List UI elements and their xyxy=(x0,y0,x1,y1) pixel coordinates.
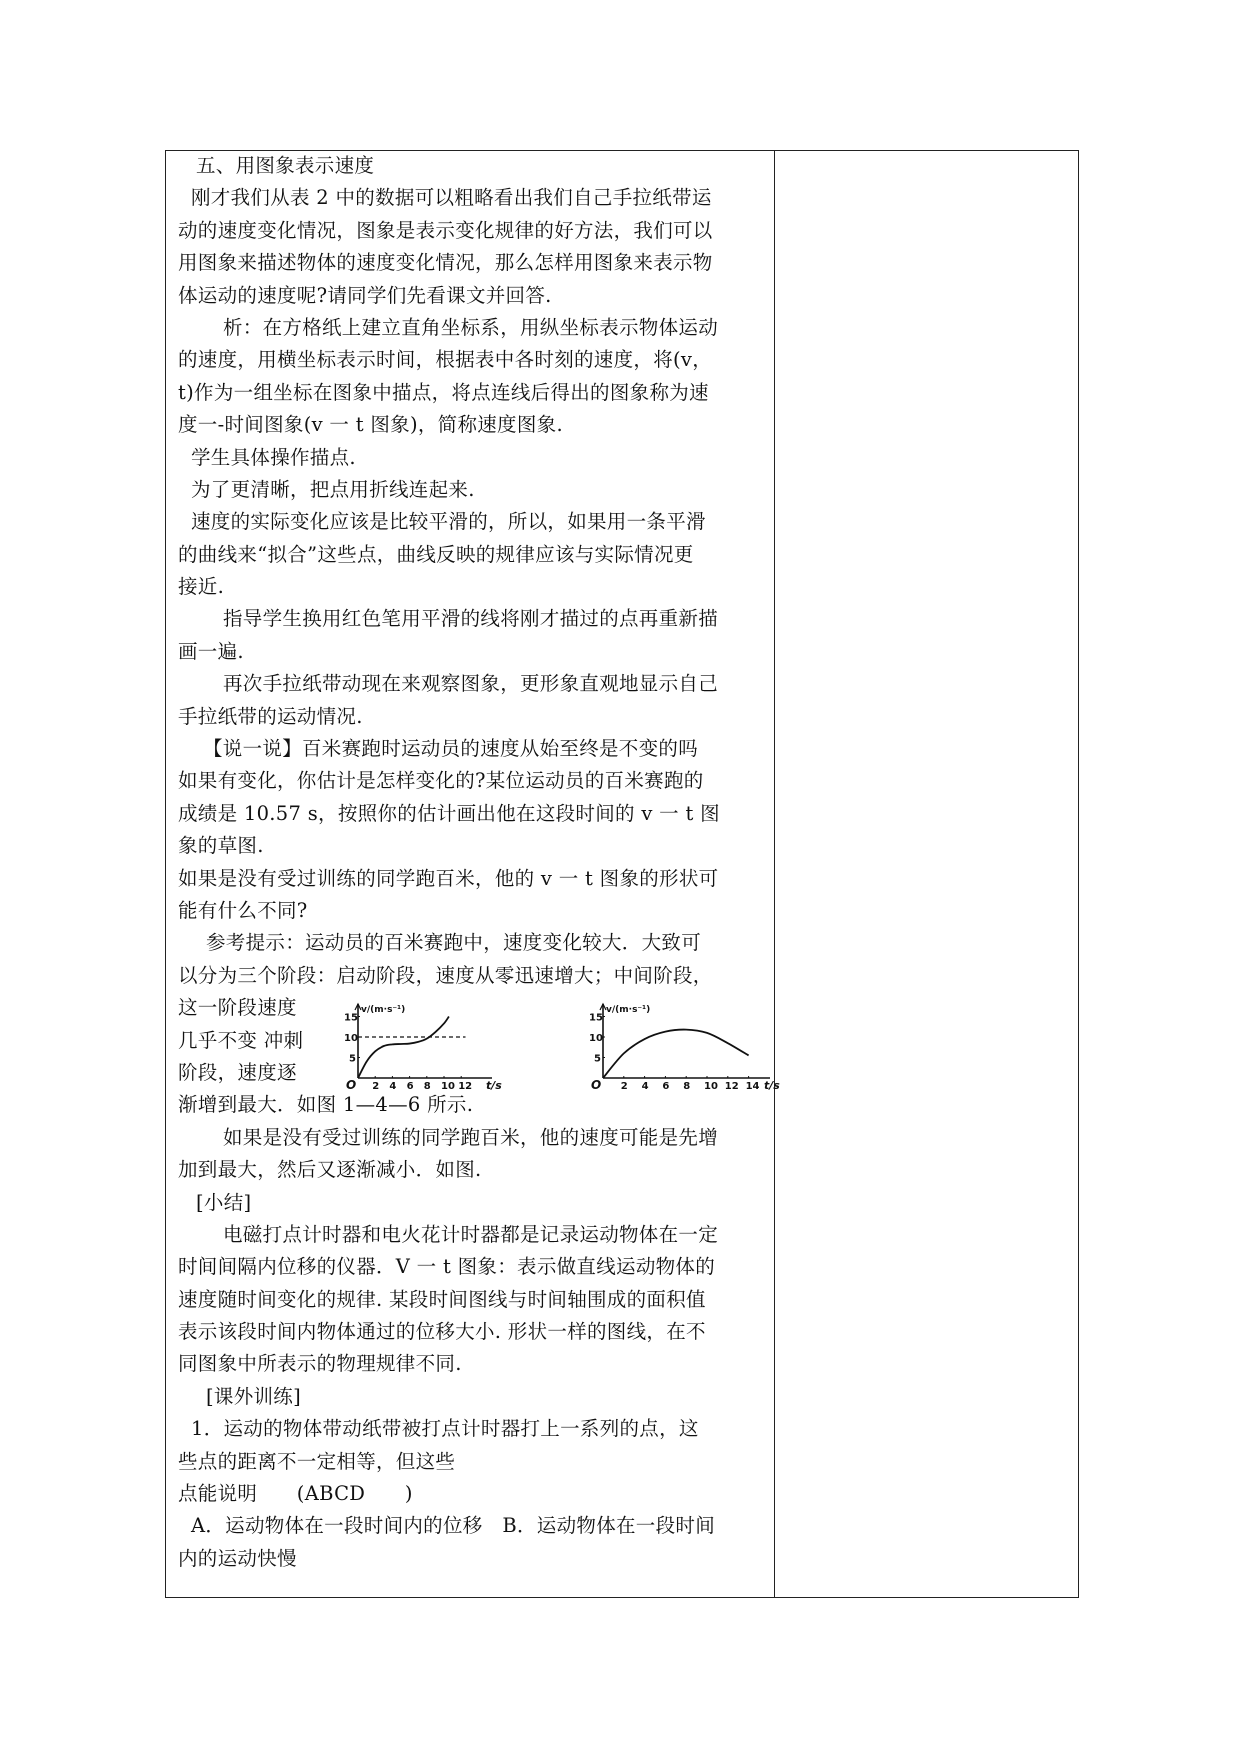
paragraph-line: 表示该段时间内物体通过的位移大小. 形状一样的图线，在不 xyxy=(178,1320,706,1344)
exercise-option: A．运动物体在一段时间内的位移 B．运动物体在一段时间 xyxy=(191,1514,716,1538)
exercise-question: 1．运动的物体带动纸带被打点计时器打上一系列的点，这 xyxy=(191,1417,699,1441)
x-axis-label: t/s xyxy=(764,1079,780,1092)
paragraph-line: 体运动的速度呢?请同学们先看课文并回答. xyxy=(178,283,552,307)
paragraph-line: 加到最大，然后又逐渐减小．如图. xyxy=(178,1158,482,1182)
paragraph-line: 象的草图. xyxy=(178,834,264,858)
paragraph-line: 【说一说】百米赛跑时运动员的速度从始至终是不变的吗 xyxy=(203,737,699,761)
paragraph-line: 阶段，速度逐 xyxy=(178,1060,297,1084)
paragraph-line: 参考提示：运动员的百米赛跑中，速度变化较大．大致可 xyxy=(206,931,702,955)
y-tick-label: 15 xyxy=(344,1012,358,1024)
paragraph-line: 刚才我们从表 2 中的数据可以粗略看出我们自己手拉纸带运 xyxy=(191,186,712,210)
y-axis-label: v/(m·s⁻¹) xyxy=(361,1005,406,1015)
paragraph-line: 手拉纸带的运动情况. xyxy=(178,704,363,728)
x-tick-label: 10 xyxy=(704,1081,718,1092)
paragraph-line: t)作为一组坐标在图象中描点，将点连线后得出的图象称为速 xyxy=(178,380,709,404)
x-tick-label: 6 xyxy=(662,1081,670,1092)
exercise-heading: [课外训练] xyxy=(206,1384,302,1408)
x-tick-label: 10 xyxy=(441,1081,455,1092)
paragraph-line: 的曲线来“拟合”这些点，曲线反映的规律应该与实际情况更 xyxy=(178,542,694,566)
paragraph-line: 速度的实际变化应该是比较平滑的，所以，如果用一条平滑 xyxy=(191,510,706,534)
y-tick-label: 5 xyxy=(594,1053,601,1065)
paragraph-line: 的速度，用横坐标表示时间，根据表中各时刻的速度，将(v， xyxy=(178,348,713,372)
paragraph-line: 以分为三个阶段：启动阶段，速度从零迅速增大；中间阶段， xyxy=(178,963,713,987)
exercise-question: 点能说明 (ABCD ) xyxy=(178,1482,413,1506)
x-axis-label: t/s xyxy=(486,1079,502,1092)
x-tick-label: 12 xyxy=(458,1081,473,1092)
velocity-curve xyxy=(603,1030,749,1078)
paragraph-line: 时间间隔内位移的仪器．V 一 t 图象：表示做直线运动物体的 xyxy=(178,1255,716,1279)
x-tick-label: 8 xyxy=(683,1081,691,1092)
paragraph-line: 同图象中所表示的物理规律不同. xyxy=(178,1352,462,1376)
vt-graph-untrained-runner xyxy=(585,1000,780,1098)
paragraph-line: 画一遍. xyxy=(178,639,244,663)
velocity-curve xyxy=(358,1017,449,1079)
paragraph-line: 析：在方格纸上建立直角坐标系，用纵坐标表示物体运动 xyxy=(223,315,719,339)
paragraph-line: 成绩是 10.57 s，按照你的估计画出他在这段时间的 v 一 t 图 xyxy=(178,801,720,825)
paragraph-line: 再次手拉纸带动现在来观察图象，更形象直观地显示自己 xyxy=(223,672,719,696)
vt-graph-trained-runner xyxy=(342,1000,502,1098)
paragraph-line: 度一-时间图象(v 一 t 图象)，简称速度图象. xyxy=(178,413,563,437)
paragraph-line: 指导学生换用红色笔用平滑的线将刚才描过的点再重新描 xyxy=(223,607,719,631)
section-heading: 五、用图象表示速度 xyxy=(196,154,375,177)
x-tick-label: 2 xyxy=(372,1081,380,1092)
x-tick-label: 2 xyxy=(620,1081,628,1092)
x-tick-label: 8 xyxy=(423,1081,431,1092)
paragraph-line: 速度随时间变化的规律. 某段时间图线与时间轴围成的面积值 xyxy=(178,1287,706,1311)
y-tick-label: 10 xyxy=(589,1033,603,1044)
x-tick-label: 4 xyxy=(389,1081,397,1092)
x-tick-label: 12 xyxy=(724,1081,739,1092)
paragraph-line: 为了更清晰，把点用折线连起来. xyxy=(191,477,475,501)
paragraph-line: 电磁打点计时器和电火花计时器都是记录运动物体在一定 xyxy=(223,1222,719,1246)
y-tick-label: 5 xyxy=(349,1053,356,1065)
origin-label: O xyxy=(346,1078,357,1092)
paragraph-line: 几乎不变 冲刺 xyxy=(178,1028,304,1052)
exercise-option: 内的运动快慢 xyxy=(178,1546,297,1570)
exercise-question: 些点的距离不一定相等，但这些 xyxy=(178,1449,456,1473)
paragraph-line: 用图象来描述物体的速度变化情况，那么怎样用图象来表示物 xyxy=(178,251,713,275)
paragraph-line: 如果有变化，你估计是怎样变化的?某位运动员的百米赛跑的 xyxy=(178,769,704,793)
paragraph-line: 这一阶段速度 xyxy=(178,996,297,1020)
paragraph-line: 学生具体操作描点. xyxy=(191,445,356,469)
summary-heading: [小结] xyxy=(196,1190,252,1214)
x-tick-label: 4 xyxy=(641,1081,649,1092)
y-tick-label: 10 xyxy=(344,1033,358,1044)
paragraph-line: 渐增到最大．如图 1—4—6 所示. xyxy=(178,1093,474,1117)
paragraph-line: 如果是没有受过训练的同学跑百米，他的速度可能是先增 xyxy=(223,1125,719,1149)
paragraph-line: 动的速度变化情况，图象是表示变化规律的好方法，我们可以 xyxy=(178,218,713,242)
origin-label: O xyxy=(591,1078,602,1092)
paragraph-line: 能有什么不同? xyxy=(178,898,308,922)
paragraph-line: 如果是没有受过训练的同学跑百米，他的 v 一 t 图象的形状可 xyxy=(178,866,719,890)
x-tick-label: 6 xyxy=(406,1081,414,1092)
y-tick-label: 15 xyxy=(589,1012,603,1024)
lesson-content-cell xyxy=(178,150,778,1575)
x-tick-label: 14 xyxy=(745,1081,760,1092)
y-axis-label: v/(m·s⁻¹) xyxy=(606,1005,651,1015)
paragraph-line: 接近. xyxy=(178,575,225,599)
